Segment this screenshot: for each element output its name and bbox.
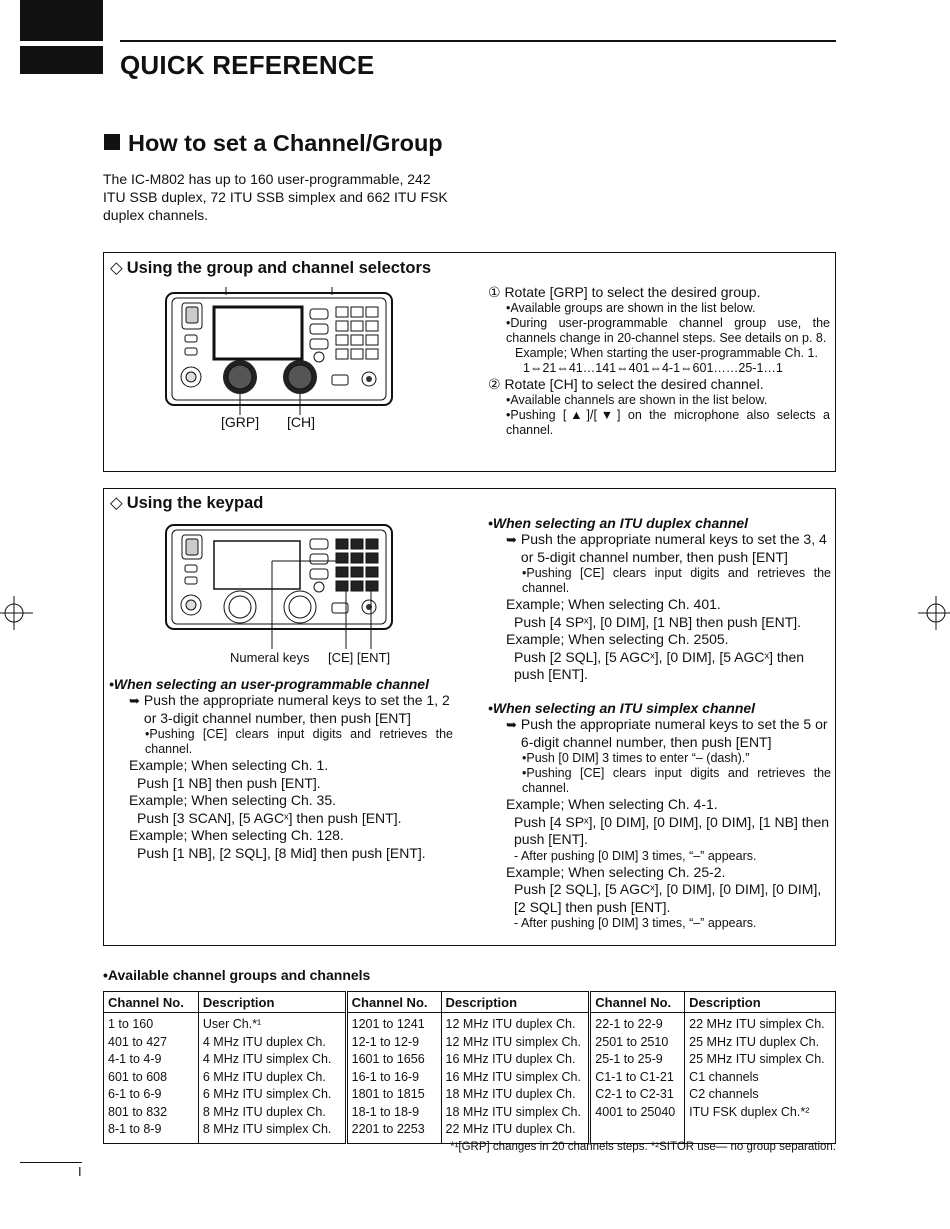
- square-bullet-icon: [104, 134, 120, 150]
- description-cell: 12 MHz ITU duplex Ch.: [441, 1013, 590, 1034]
- step-1-bullet-2: •During user-programmable channel group use, the channels change in 20-channel steps. See details on p. 8.: [506, 316, 830, 345]
- channel-number-cell: [590, 1121, 685, 1143]
- table-header-row: [104, 992, 836, 1013]
- channel-number-cell: 6-1 to 6-9: [104, 1086, 199, 1104]
- channel-number-cell: 12-1 to 12-9: [346, 1034, 441, 1052]
- radio-front-panel-illustration: [164, 287, 396, 417]
- description-cell: 12 MHz ITU simplex Ch.: [441, 1034, 590, 1052]
- itu-simplex-bullet-2: •Pushing [CE] clears input digits and retrieves the channel.: [522, 766, 831, 795]
- step-1-bullet-1: •Available groups are shown in the list below.: [506, 301, 756, 315]
- itu-simplex-heading: •When selecting an ITU simplex channel: [488, 700, 756, 716]
- step-1-example-sequence: 1⇔21⇔41…141⇔401⇔4-1⇔601……25-1…1: [523, 361, 783, 375]
- description-cell: 16 MHz ITU duplex Ch.: [441, 1051, 590, 1069]
- table-row: [104, 1051, 836, 1069]
- channel-number-cell: 801 to 832: [104, 1104, 199, 1122]
- user-programmable-heading: •When selecting an user-programmable channel: [109, 676, 429, 692]
- column-header: Channel No.: [590, 992, 685, 1013]
- user-example-3-push: Push [1 NB], [2 SQL], [8 Mid] then push [ENT].: [137, 844, 426, 861]
- footer-rule: [20, 1162, 82, 1163]
- channel-number-cell: 4-1 to 4-9: [104, 1051, 199, 1069]
- user-programmable-section: [109, 676, 453, 862]
- description-cell: 8 MHz ITU duplex Ch.: [198, 1104, 346, 1122]
- simplex-example-1: Example; When selecting Ch. 4-1.: [506, 796, 718, 812]
- numeral-keys-label: Numeral keys: [230, 650, 310, 665]
- channel-table: [103, 991, 836, 1144]
- table-footnote: *¹[GRP] changes in 20 channels steps. *²SITOR use— no group separation.: [450, 1141, 836, 1153]
- table-row: [104, 1104, 836, 1122]
- description-cell: [685, 1121, 836, 1143]
- user-example-1-push: Push [1 NB] then push [ENT].: [137, 774, 321, 791]
- description-cell: 4 MHz ITU simplex Ch.: [198, 1051, 346, 1069]
- description-cell: 25 MHz ITU simplex Ch.: [685, 1051, 836, 1069]
- table-row: [104, 1121, 836, 1143]
- channel-number-cell: 401 to 427: [104, 1034, 199, 1052]
- description-cell: User Ch.*¹: [198, 1013, 346, 1034]
- description-cell: 22 MHz ITU simplex Ch.: [685, 1013, 836, 1034]
- channel-number-cell: 4001 to 25040: [590, 1104, 685, 1122]
- radio-keypad-illustration: [164, 519, 396, 649]
- ch-knob-label: [CH]: [287, 414, 315, 430]
- description-cell: C1 channels: [685, 1069, 836, 1087]
- selectors-steps: [488, 284, 830, 438]
- itu-duplex-instruction: ➥ Push the appropriate numeral keys to set the 3, 4 or 5-digit channel number, then push [ENT]: [506, 531, 827, 565]
- itu-duplex-heading: •When selecting an ITU duplex channel: [488, 515, 749, 531]
- description-cell: 6 MHz ITU simplex Ch.: [198, 1086, 346, 1104]
- description-cell: ITU FSK duplex Ch.*²: [685, 1104, 836, 1122]
- channel-number-cell: 2501 to 2510: [590, 1034, 685, 1052]
- diamond-icon: ◇: [110, 494, 123, 512]
- itu-duplex-bullet: •Pushing [CE] clears input digits and retrieves the channel.: [522, 566, 831, 595]
- user-example-2: Example; When selecting Ch. 35.: [129, 792, 336, 808]
- simplex-example-2-push: Push [2 SQL], [5 AGCˣ], [0 DIM], [0 DIM], [0 DIM], [2 SQL] then push [ENT].: [514, 881, 822, 915]
- step-1-example: Example; When starting the user-programmable Ch. 1.: [515, 346, 818, 360]
- description-cell: 25 MHz ITU duplex Ch.: [685, 1034, 836, 1052]
- column-header: Description: [685, 992, 836, 1013]
- channel-number-cell: 22-1 to 22-9: [590, 1013, 685, 1034]
- keypad-box: [103, 488, 836, 946]
- section-intro: The IC-M802 has up to 160 user-programmable, 242 ITU SSB duplex, 72 ITU SSB simplex and 662 ITU FSK duplex channels.: [103, 171, 448, 223]
- registration-mark-right: [918, 596, 950, 630]
- table-row: [104, 1086, 836, 1104]
- chapter-title: QUICK REFERENCE: [120, 50, 375, 80]
- duplex-example-2-push: Push [2 SQL], [5 AGCˣ], [0 DIM], [5 AGCˣ] then push [ENT].: [514, 648, 805, 682]
- grp-knob-label: [GRP]: [221, 414, 260, 430]
- simplex-example-1-note: - After pushing [0 DIM] 3 times, “–” appears.: [514, 848, 757, 863]
- keypad-box-title: ◇ Using the keypad: [110, 494, 264, 512]
- channel-number-cell: 16-1 to 16-9: [346, 1069, 441, 1087]
- section-title: How to set a Channel/Group: [104, 130, 443, 157]
- channel-number-cell: C1-1 to C1-21: [590, 1069, 685, 1087]
- selectors-box: [103, 252, 836, 472]
- diamond-icon: ◇: [110, 259, 123, 277]
- registration-mark-left: [0, 596, 34, 630]
- description-cell: 8 MHz ITU simplex Ch.: [198, 1121, 346, 1143]
- channel-number-cell: 2201 to 2253: [346, 1121, 441, 1143]
- step-2-bullet-1: •Available channels are shown in the list below.: [506, 393, 768, 407]
- step-2-bullet-2: •Pushing [▲]/[▼] on the microphone also selects a channel.: [506, 408, 830, 437]
- simplex-example-1-push: Push [4 SPˣ], [0 DIM], [0 DIM], [0 DIM], [1 NB] then push [ENT].: [514, 813, 830, 847]
- arrow-right-icon: ➥: [506, 717, 517, 732]
- user-programmable-bullet: •Pushing [CE] clears input digits and retrieves the channel.: [145, 727, 453, 756]
- table-row: [104, 1013, 836, 1034]
- arrow-right-icon: ➥: [129, 693, 140, 708]
- chapter-tab-bottom: [20, 46, 103, 74]
- page-number: I: [78, 1164, 82, 1179]
- description-cell: 4 MHz ITU duplex Ch.: [198, 1034, 346, 1052]
- description-cell: 6 MHz ITU duplex Ch.: [198, 1069, 346, 1087]
- simplex-example-2-note: - After pushing [0 DIM] 3 times, “–” appears.: [514, 916, 757, 930]
- step-2: ② Rotate [CH] to select the desired channel.: [488, 376, 764, 392]
- column-header: Channel No.: [104, 992, 199, 1013]
- selectors-box-title: ◇ Using the group and channel selectors: [110, 259, 432, 277]
- table-row: [104, 1034, 836, 1052]
- user-programmable-instruction: ➥ Push the appropriate numeral keys to set the 1, 2 or 3-digit channel number, then push [ENT]: [129, 692, 450, 726]
- duplex-example-1-push: Push [4 SPˣ], [0 DIM], [1 NB] then push [ENT].: [514, 613, 802, 630]
- column-header: Description: [441, 992, 590, 1013]
- duplex-example-2: Example; When selecting Ch. 2505.: [506, 631, 729, 647]
- description-cell: 18 MHz ITU simplex Ch.: [441, 1104, 590, 1122]
- channel-number-cell: C2-1 to C2-31: [590, 1086, 685, 1104]
- column-header: Channel No.: [346, 992, 441, 1013]
- itu-simplex-instruction: ➥ Push the appropriate numeral keys to set the 5 or 6-digit channel number, then push [ENT]: [506, 716, 828, 750]
- step-1: ① Rotate [GRP] to select the desired group.: [488, 284, 761, 300]
- simplex-example-2: Example; When selecting Ch. 25-2.: [506, 863, 726, 880]
- channel-number-cell: 601 to 608: [104, 1069, 199, 1087]
- channel-number-cell: 1 to 160: [104, 1013, 199, 1034]
- description-cell: C2 channels: [685, 1086, 836, 1104]
- description-cell: 16 MHz ITU simplex Ch.: [441, 1069, 590, 1087]
- duplex-example-1: Example; When selecting Ch. 401.: [506, 596, 721, 612]
- column-header: Description: [198, 992, 346, 1013]
- user-example-2-push: Push [3 SCAN], [5 AGCˣ] then push [ENT].: [137, 809, 402, 826]
- arrow-right-icon: ➥: [506, 532, 517, 547]
- description-cell: 18 MHz ITU duplex Ch.: [441, 1086, 590, 1104]
- chapter-tab-top: [20, 0, 103, 41]
- ce-ent-label: [CE] [ENT]: [328, 650, 391, 665]
- user-example-3: Example; When selecting Ch. 128.: [129, 827, 344, 843]
- channel-table-title: •Available channel groups and channels: [103, 967, 371, 983]
- channel-number-cell: 1201 to 1241: [346, 1013, 441, 1034]
- channel-number-cell: 18-1 to 18-9: [346, 1104, 441, 1122]
- channel-number-cell: 25-1 to 25-9: [590, 1051, 685, 1069]
- itu-duplex-section: [488, 515, 831, 684]
- itu-simplex-bullet-1: •Push [0 DIM] 3 times to enter “– (dash).”: [522, 751, 750, 765]
- itu-simplex-section: [488, 700, 831, 931]
- channel-number-cell: 1601 to 1656: [346, 1051, 441, 1069]
- channel-number-cell: 1801 to 1815: [346, 1086, 441, 1104]
- table-row: [104, 1069, 836, 1087]
- header-rule: [120, 40, 836, 42]
- user-example-1: Example; When selecting Ch. 1.: [129, 757, 329, 773]
- description-cell: 22 MHz ITU duplex Ch.: [441, 1121, 590, 1143]
- channel-number-cell: 8-1 to 8-9: [104, 1121, 199, 1143]
